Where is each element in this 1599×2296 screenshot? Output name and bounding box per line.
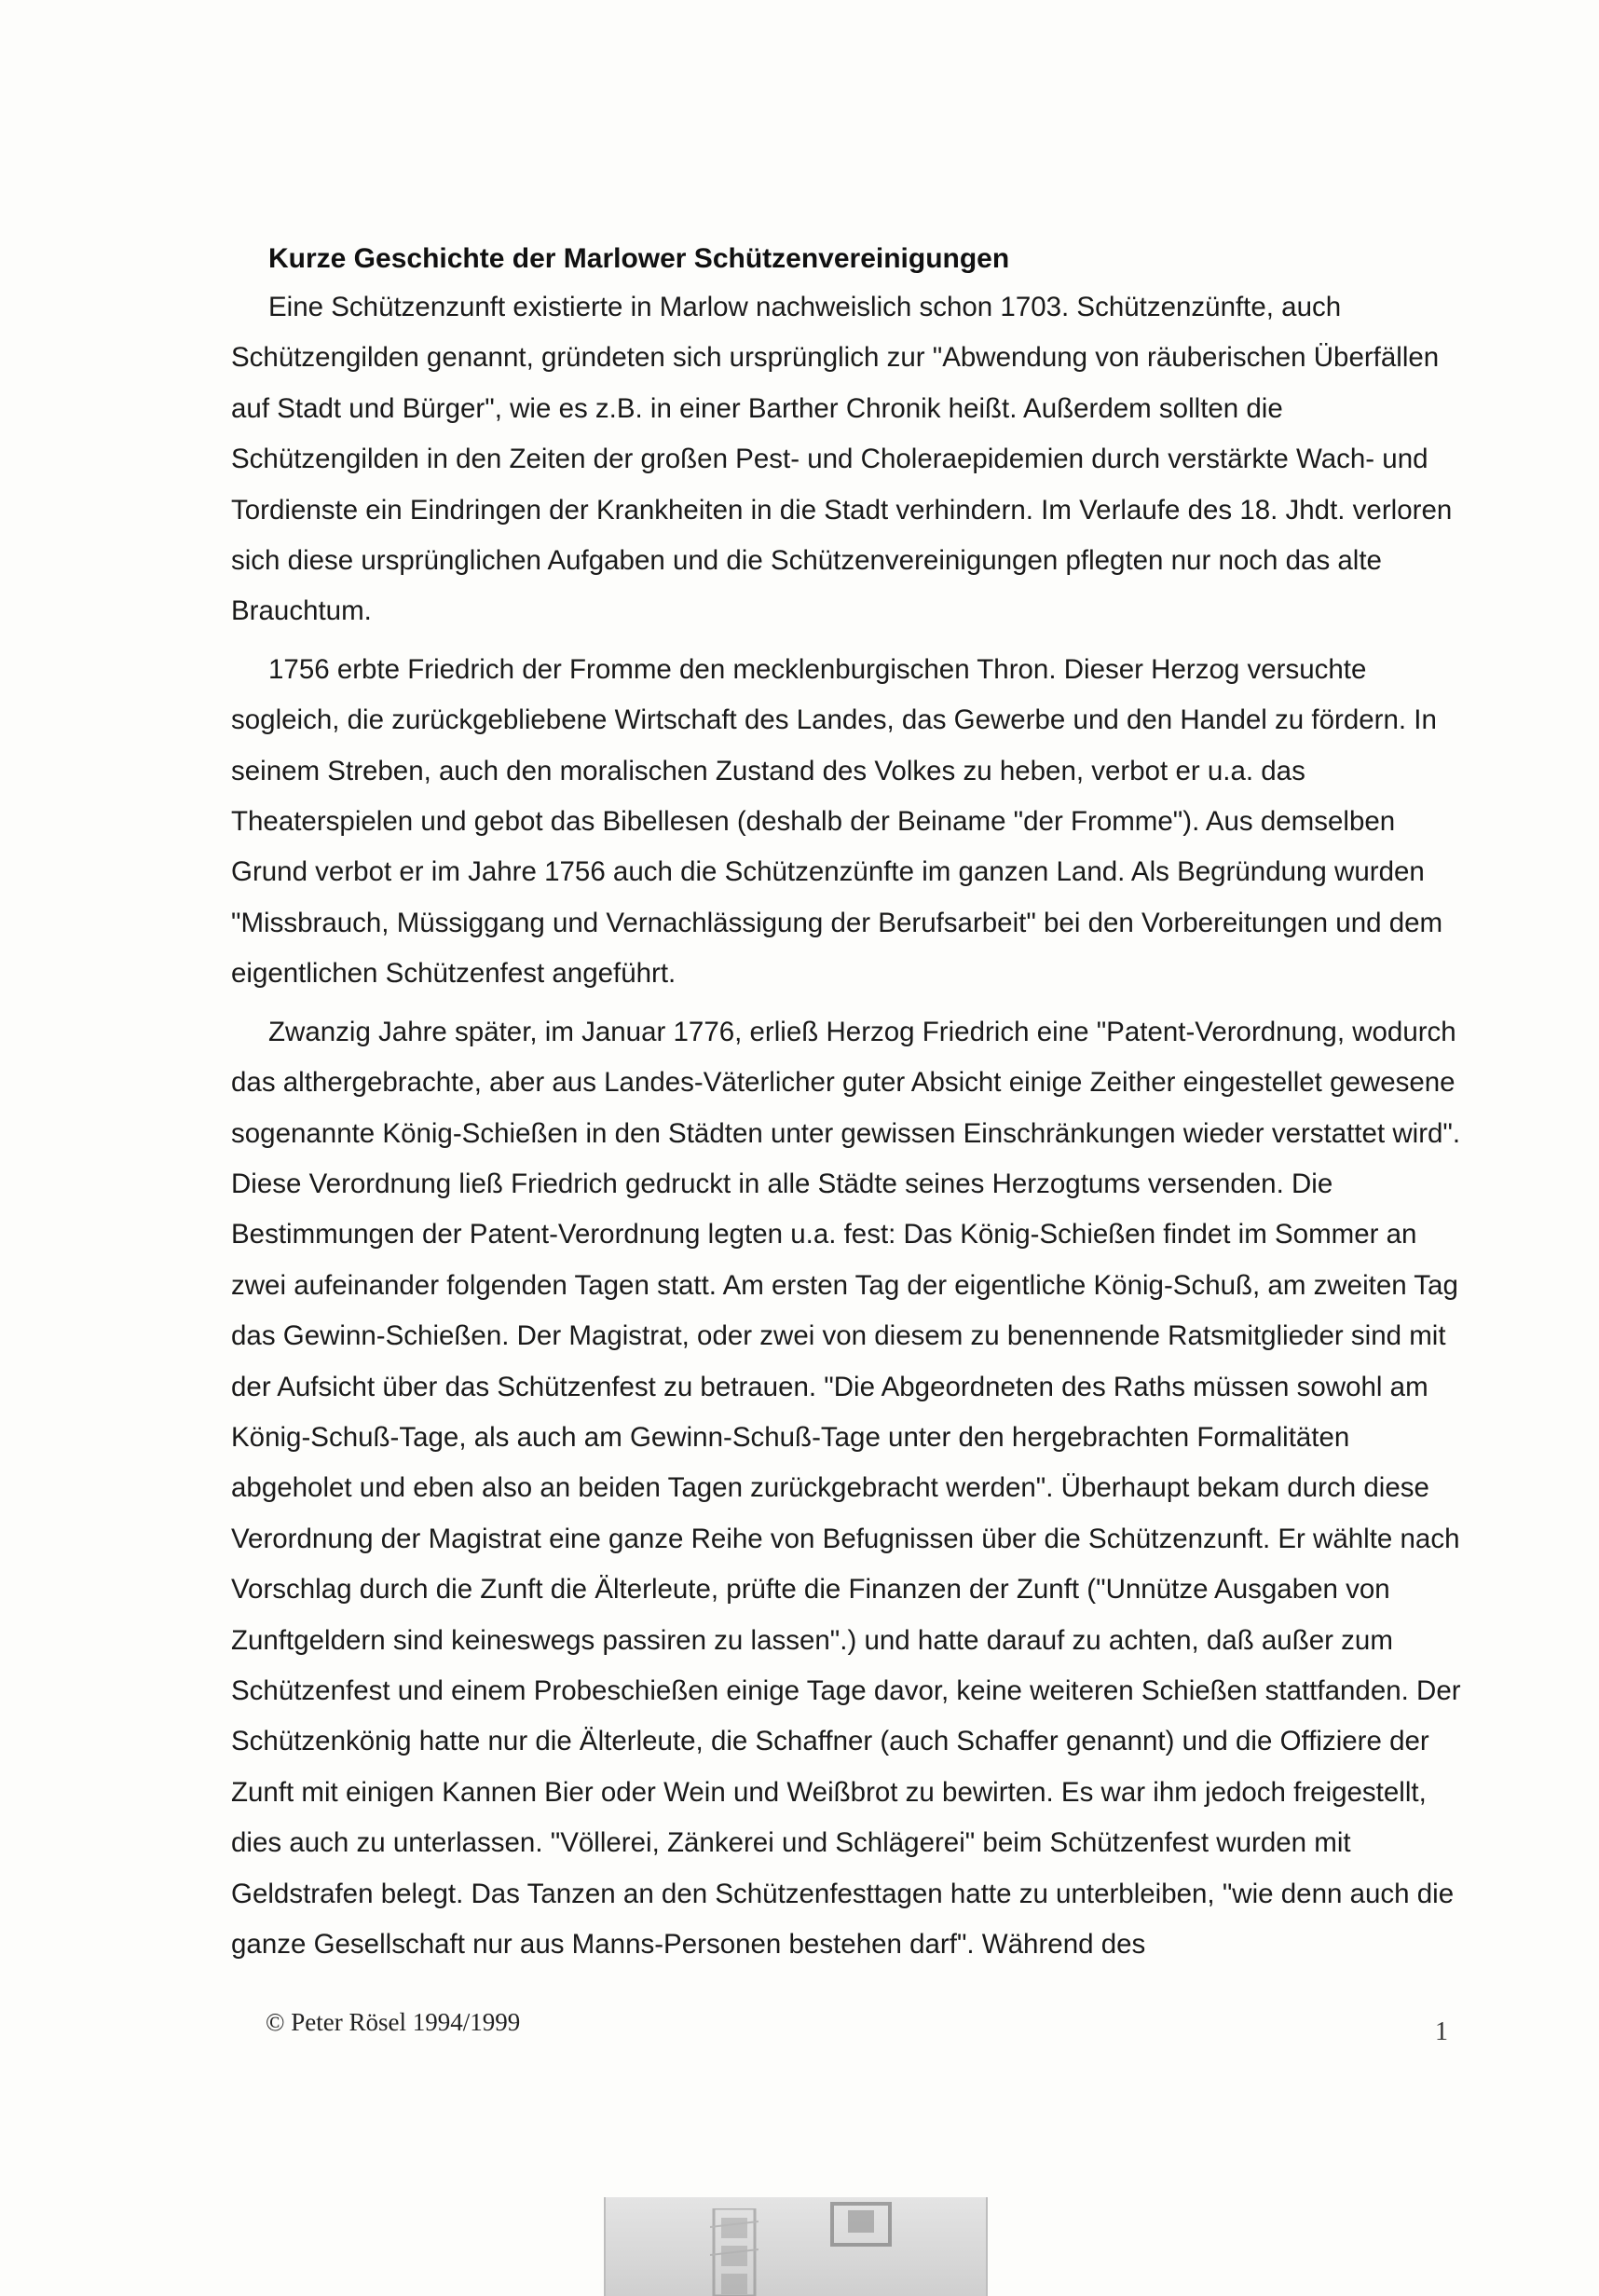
paragraph-3: Zwanzig Jahre später, im Januar 1776, erließ Herzog Friedrich eine "Patent-Verordnung, wodurch das althergebrachte, aber aus Landes-Väterlicher guter Absicht einige Zeither eingestellet gewesene sogenannte König-Schießen in den Städten unter gewissen Einschränkungen wieder verstattet wird". Diese Verordnung ließ Friedrich gedruckt in alle Städte seines Herzogtums versenden. Die Bestimmungen der Patent-Verordnung legten u.a. fest: Das König-Schießen findet im Sommer an zwei aufeinander folgenden Tagen statt. Am ersten Tag der eigentliche König-Schuß, am zweiten Tag das Gewinn-Schießen. Der Magistrat, oder zwei von diesem zu benennende Ratsmitglieder sind mit der Aufsicht über das Schützenfest zu betrauen. "Die Abgeordneten des Raths müssen sowohl am König-Schuß-Tage, als auch am Gewinn-Schuß-Tage unter den hergebrachten Formalitäten abgeholet und eben also an beiden Tagen zurückgebracht werden". Überhaupt bekam durch diese Verordnung der Magistrat eine ganze Reihe von Befugnissen über die Schützenzunft. Er wählte nach Vorschlag durch die Zunft die Älterleute, prüfte die Finanzen der Zunft ("Unnütze Ausgaben von Zunftgeldern sind keineswegs passiren zu lassen".) und hatte darauf zu achten, daß außer zum Schützenfest und einem Probeschießen einige Tage davor, keine weiteren Schießen stattfanden. Der Schützenkönig hatte nur die Älterleute, die Schaffner (auch Schaffer genannt) und die Offiziere der Zunft mit einigen Kannen Bier oder Wein und Weißbrot zu bewirten. Es war ihm jedoch freigestellt, dies auch zu unterlassen. "Völlerei, Zänkerei und Schlägerei" beim Schützenfest wurden mit Geldstrafen belegt. Das Tanzen an den Schützenfesttagen hatte zu unterbleiben, "wie denn auch die ganze Gesellschaft nur aus Manns-Personen bestehen darf". Während des (231, 1016, 1461, 1960)
document-title: Kurze Geschichte der Marlower Schützenvereinigungen (268, 243, 1010, 274)
document-body (231, 240, 1467, 1977)
copyright-notice: © Peter Rösel 1994/1999 (266, 2008, 521, 2036)
film-strip-icon (710, 2208, 758, 2296)
box-icon (829, 2201, 893, 2248)
paragraph-1: Eine Schützenzunft existierte in Marlow nachweislich schon 1703. Schützenzünfte, auch Schützengilden genannt, gründeten sich ursprünglich zur "Abwendung von räuberischen Überfällen auf Stadt und Bürger", wie es z.B. in einer Barther Chronik heißt. Außerdem sollten die Schützengilden in den Zeiten der großen Pest- und Choleraepidemien durch verstärkte Wach- und Tordienste ein Eindringen der Krankheiten in die Stadt verhindern. Im Verlaufe des 18. Jhdt. verloren sich diese ursprünglichen Aufgaben und die Schützenvereinigungen pflegten nur noch das alte Brauchtum. (231, 292, 1453, 627)
page-number: 1 (1435, 2017, 1448, 2046)
paragraph-2: 1756 erbte Friedrich der Fromme den mecklenburgischen Thron. Dieser Herzog versuchte sogleich, die zurückgebliebene Wirtschaft des Landes, das Gewerbe und den Handel zu fördern. In seinem Streben, auch den moralischen Zustand des Volkes zu heben, verbot er u.a. das Theaterspielen und gebot das Bibellesen (deshalb der Beiname "der Fromme"). Aus demselben Grund verbot er im Jahre 1756 auch die Schützenzünfte im ganzen Land. Als Begründung wurden "Missbrauch, Müssiggang und Vernachlässigung der Berufsarbeit" bei den Vorbereitungen und dem eigentlichen Schützenfest angeführt. (231, 653, 1443, 990)
scan-stamp (604, 2197, 988, 2296)
